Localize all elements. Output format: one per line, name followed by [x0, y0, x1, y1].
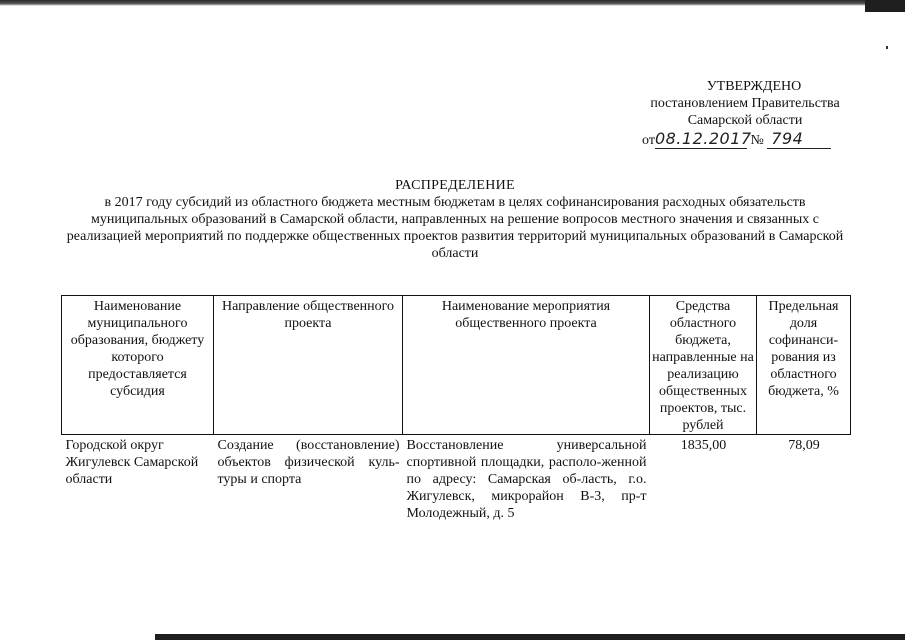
scan-edge-corner — [865, 0, 905, 12]
date-prefix: от — [642, 133, 655, 148]
scan-speck — [886, 46, 888, 49]
scan-edge-bottom — [155, 634, 905, 640]
cell-direction: Создание (восстановление) объектов физической куль-туры и спорта — [217, 438, 400, 487]
handwritten-number: 794 — [767, 130, 831, 149]
document-heading — [60, 177, 850, 262]
approval-title: УТВЕРЖДЕНО — [706, 79, 802, 94]
header-municipality: Наименование муниципального образования, бюджету которого предоставляется субсидия — [62, 296, 214, 435]
cell-municipality: Городской округ Жигулевск Самарской области — [65, 438, 199, 487]
cell-funds: 1835,00 — [680, 438, 727, 453]
header-direction: Направление общественного проекта — [214, 296, 403, 435]
header-share: Предельная доля софинанси-рования из областного бюджета, % — [757, 296, 851, 435]
cell-share: 78,09 — [788, 438, 820, 453]
handwritten-date: 08.12.2017 — [654, 129, 752, 148]
approval-date-row — [620, 130, 870, 151]
cell-event: Восстановление универсальной спортивной площадки, располо-женной по адресу: Самарская об-ласть, г.о. Жигулевск, микрорайон В-3, пр-т Молодежный, д. 5 — [406, 438, 647, 521]
number-prefix: № — [750, 133, 764, 148]
approval-block — [620, 78, 870, 151]
approval-line-1: постановлением Правительства — [650, 96, 840, 111]
document-title: РАСПРЕДЕЛЕНИЕ — [395, 178, 515, 193]
scan-edge-top — [0, 0, 905, 6]
document-description: в 2017 году субсидий из областного бюджета местным бюджетам в целях софинансирования расходных обязательств муниципальных образований в Самарской области, направленных на решение вопросов местного значения и связанных с реализацией мероприятий по поддержке общественных проектов развития территорий муниципальных образований в Самарской области — [66, 195, 844, 261]
table-row — [62, 435, 851, 523]
table-header-row — [62, 296, 851, 435]
distribution-table — [61, 295, 851, 522]
approval-line-2: Самарской области — [687, 113, 803, 128]
header-event: Наименование мероприятия общественного проекта — [403, 296, 650, 435]
header-funds: Средства областного бюджета, направленные на реализацию общественных проектов, тыс. рублей — [650, 296, 757, 435]
